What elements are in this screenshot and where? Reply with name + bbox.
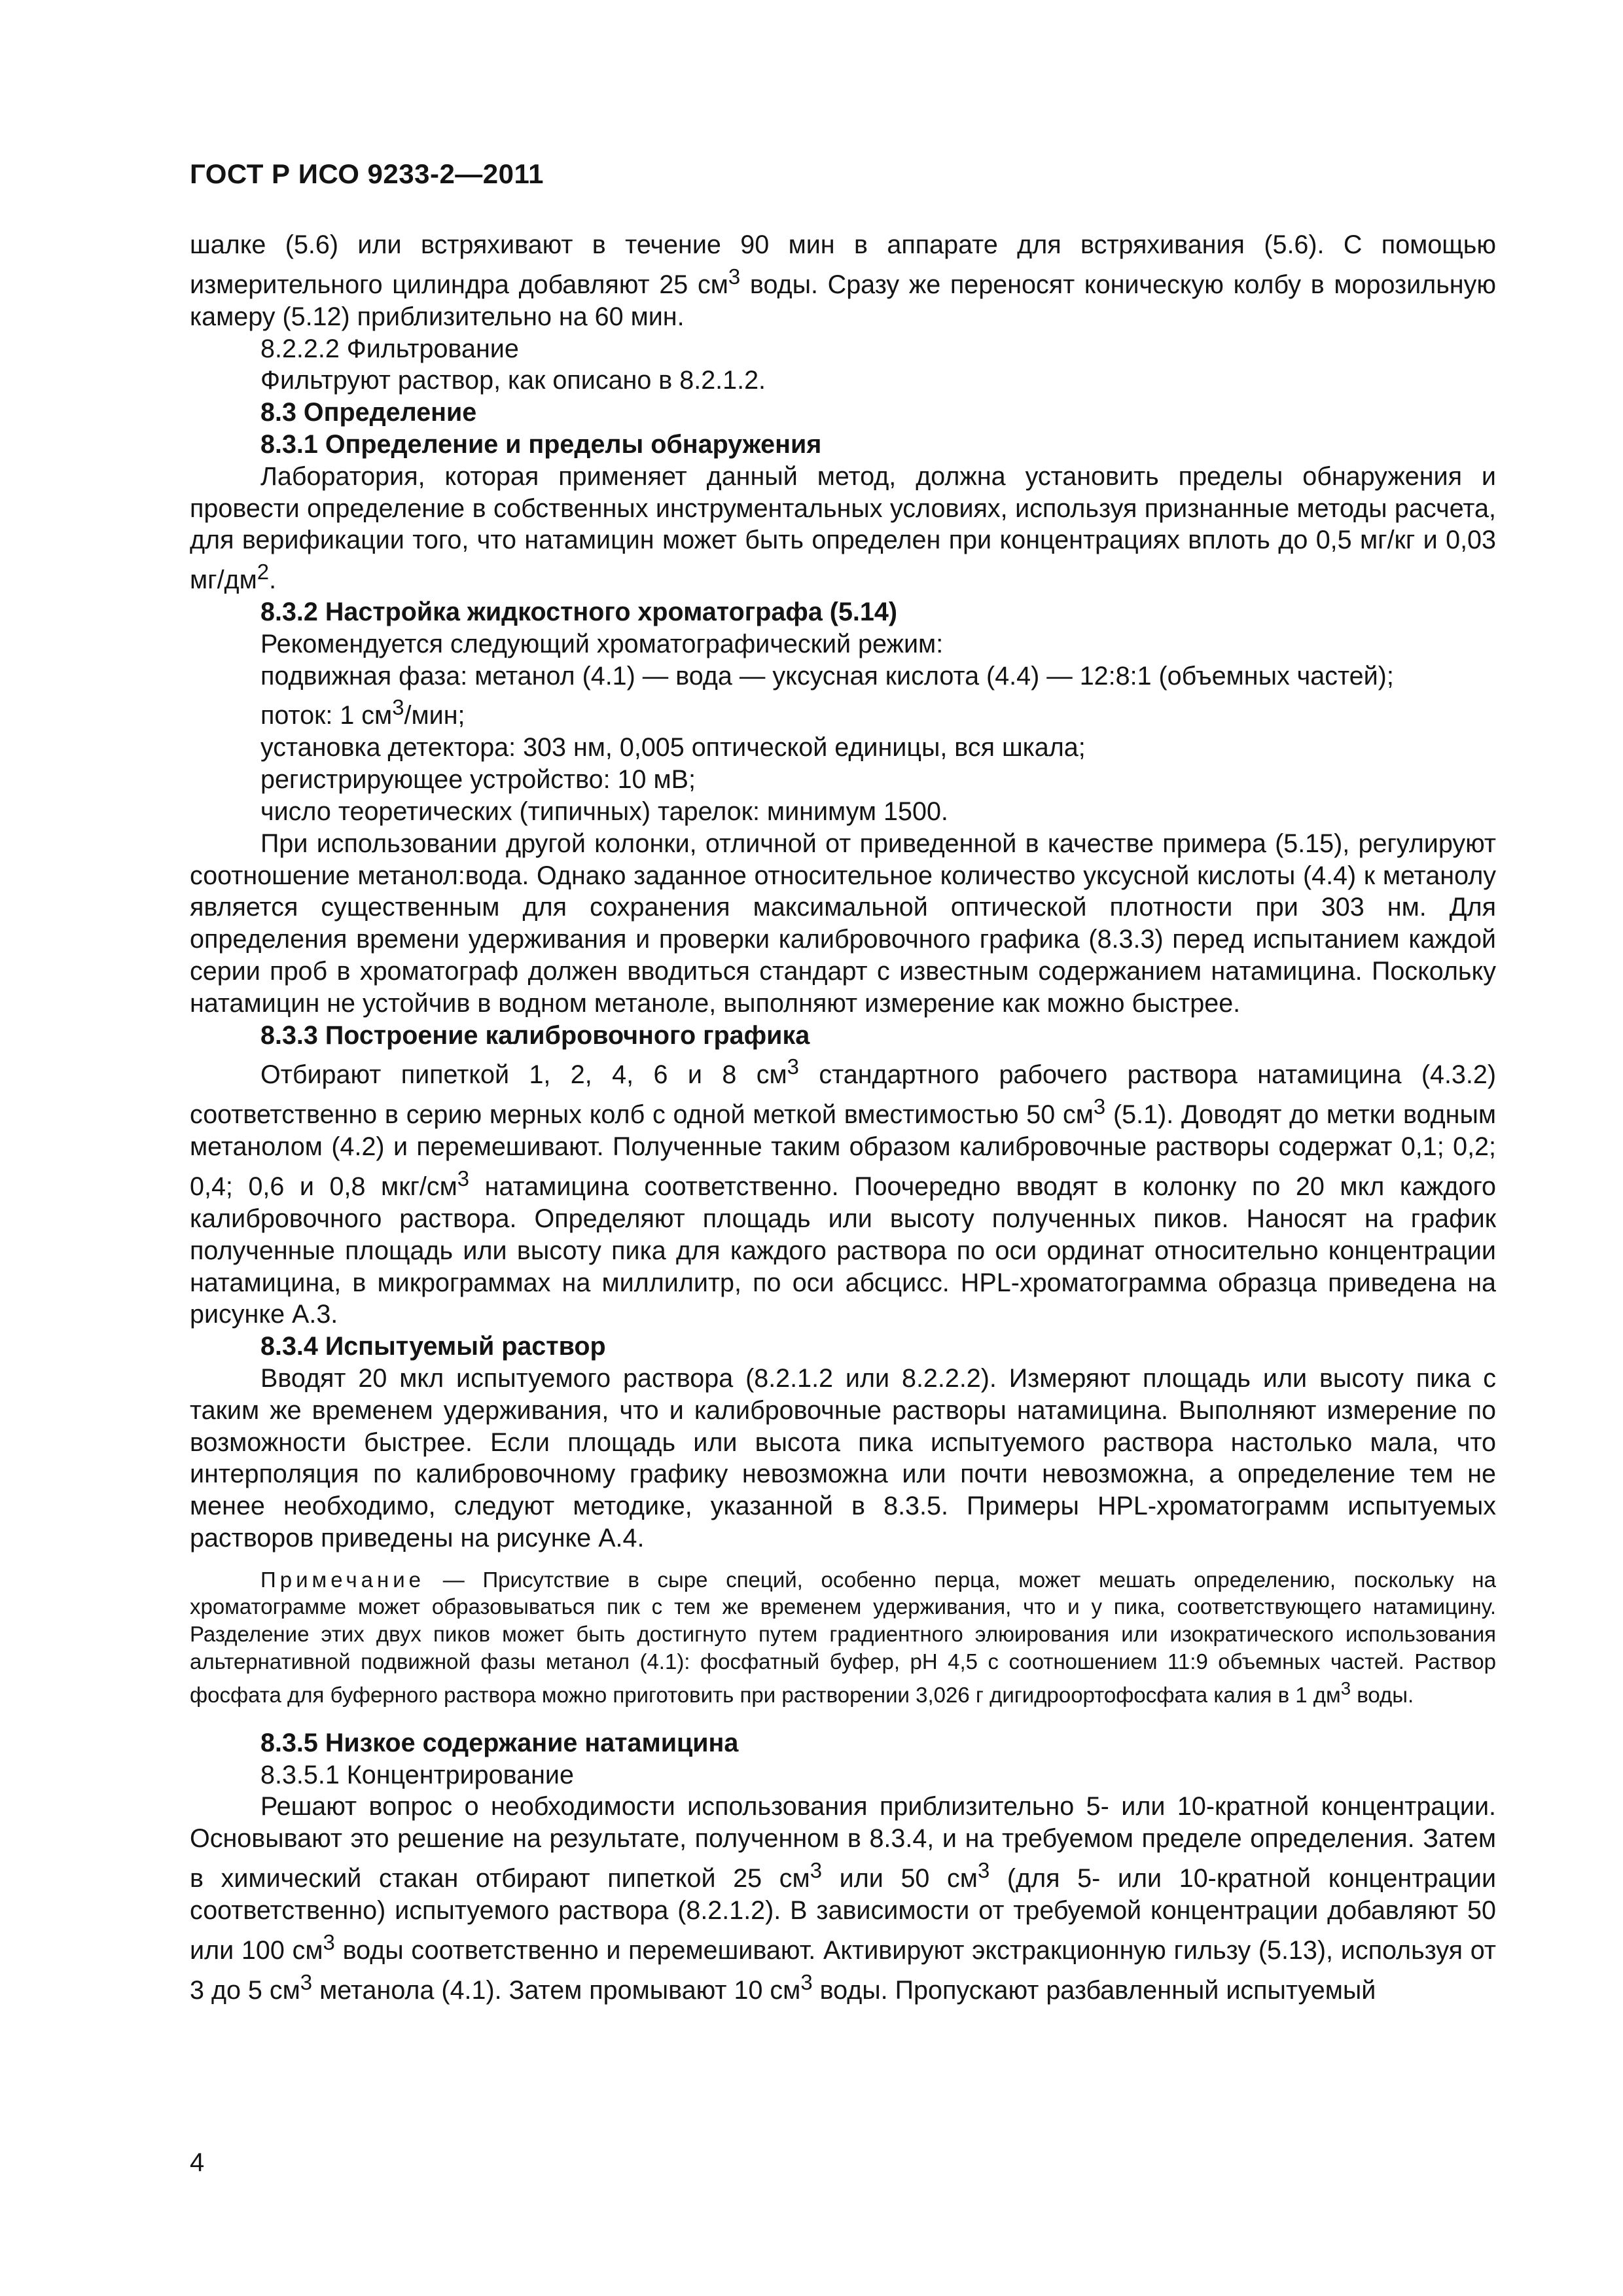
paragraph: Лаборатория, которая применяет данный метод, должна установить пределы обнаружения и провести определение в собственных инструментальных условиях, используя признанные методы расчета, для верификации того, что натамицин может быть определен при концентрациях вплоть до 0,5 мг/кг и 0,03 $мг/дм^2$. (190, 461, 1496, 595)
list-item: подвижная фаза: метанол (4.1) — вода — уксусная кислота (4.4) — 12:8:1 (объемных частей); (260, 661, 1394, 691)
section-heading-8-3-5: 8.3.5 Низкое содержание натамицина (260, 1728, 739, 1757)
note: Примечание — Присутствие в сыре специй, особенно перца, может мешать определению, поскольку на хроматограмме может образовываться пик с тем же временем удерживания, что и у пика, соответствующего натамицину. Разделение этих двух пиков может быть достигнуто путем градиентного элюирования или изократического использования альтернативной подвижной фазы метанол (4.1): фосфатный буфер, pH 4,5 с соотношением 11:9 объемных частей. Раствор фосфата для буферного раствора можно приготовить при растворении 3,026 г дигидроортофосфата калия в 1 $дм^3$ воды. (190, 1567, 1497, 1708)
paragraph: При использовании другой колонки, отличной от приведенной в качестве примера (5.15), регулируют соотношение метанол:вода. Однако заданное относительное количество уксусной кислоты (4.4) к метанолу является существенным для сохранения максимальной оптической плотности при 303 нм. Для определения времени удерживания и проверки калибровочного графика (8.3.3) перед испытанием каждой серии проб в хроматограф должен вводиться стандарт с известным содержанием натамицина. Поскольку натамицин не устойчив в водном метаноле, выполняют измерение как можно быстрее. (190, 829, 1496, 1018)
subsection-heading-8-3-5-1: 8.3.5.1 Концентрирование (260, 1760, 574, 1789)
subsection-heading-8-2-2-2: 8.2.2.2 Фильтрование (260, 334, 519, 363)
paragraph: Решают вопрос о необходимости использования приблизительно 5- или 10-кратной концентрации. Основывают это решение на результате, полученном в 8.3.4, и на требуемом пределе определения. Затем в химический стакан отбирают пипеткой 25 $см^3$ или 50 $см^3$ (для 5- или 10-кратной концентрации соответственно) испытуемого раствора (8.2.1.2). В зависимости от требуемой концентрации добавляют 50 или 100 $см^3$ воды соответственно и перемешивают. Активируют экстракционную гильзу (5.13), используя от 3 до 5 $см^3$ метанола (4.1). Затем промывают 10 $см^3$ воды. Пропускают разбавленный испытуемый (190, 1792, 1497, 2005)
section-heading-8-3: 8.3 Определение (260, 398, 477, 427)
page-number: 4 (190, 2148, 205, 2177)
list-item: установка детектора: 303 нм, 0,005 оптической единицы, вся шкала; (260, 733, 1086, 762)
list-item: поток: 1 $см^3$/мин; (260, 695, 465, 730)
document-body (190, 229, 1496, 2007)
list-item: число теоретических (типичных) тарелок: минимум 1500. (260, 797, 948, 827)
paragraph: Фильтруют раствор, как описано в 8.2.1.2. (260, 366, 766, 395)
paragraph: Рекомендуется следующий хроматографический режим: (260, 629, 944, 658)
section-heading-8-3-3: 8.3.3 Построение калибровочного графика (260, 1020, 810, 1050)
document-header: ГОСТ Р ИСО 9233-2—2011 (190, 158, 544, 189)
list-item: регистрирующее устройство: 10 мВ; (260, 765, 696, 795)
paragraph-continuation: шалке (5.6) или встряхивают в течение 90 мин в аппарате для встряхивания (5.6). С помощью измерительного цилиндра добавляют 25 $см^3$ воды. Сразу же переносят коническую колбу в морозильную камеру (5.12) приблизительно на 60 мин. (190, 230, 1496, 331)
paragraph: Отбирают пипеткой 1, 2, 4, 6 и 8 $см^3$ стандартного рабочего раствора натамицина (4.3.2) соответственно в серию мерных колб с одной меткой вместимостью 50 $см^3$ (5.1). Доводят до метки водным метанолом (4.2) и перемешивают. Полученные таким образом калибровочные растворы содержат 0,1; 0,2; 0,4; 0,6 и 0,8 мкг/$см^3$ натамицина соответственно. Поочередно вводят в колонку по 20 мкл каждого калибровочного раствора. Определяют площадь или высоту полученных пиков. Наносят на график полученные площадь или высоту пика для каждого раствора по оси ординат относительно концентрации натамицина, в микрограммах на миллилитр, по оси абсцисс. HPL-хроматограмма образца приведена на рисунке А.3. (190, 1054, 1496, 1329)
section-heading-8-3-1: 8.3.1 Определение и пределы обнаружения (260, 429, 822, 459)
section-heading-8-3-2: 8.3.2 Настройка жидкостного хроматографа (5.14) (260, 598, 897, 627)
section-heading-8-3-4: 8.3.4 Испытуемый раствор (260, 1332, 606, 1361)
paragraph: Вводят 20 мкл испытуемого раствора (8.2.1.2 или 8.2.2.2). Измеряют площадь или высоту пика с таким же временем удерживания, что и калибровочные растворы натамицина. Выполняют измерение по возможности быстрее. Если площадь или высота пика испытуемого раствора настолько мала, что интерполяция по калибровочному графику невозможна или почти невозможна, а определение тем не менее необходимо, следуют методике, указанной в 8.3.5. Примеры HPL-хроматограмм испытуемых растворов приведены на рисунке А.4. (190, 1364, 1496, 1553)
note-label: Примечание (260, 1567, 425, 1592)
